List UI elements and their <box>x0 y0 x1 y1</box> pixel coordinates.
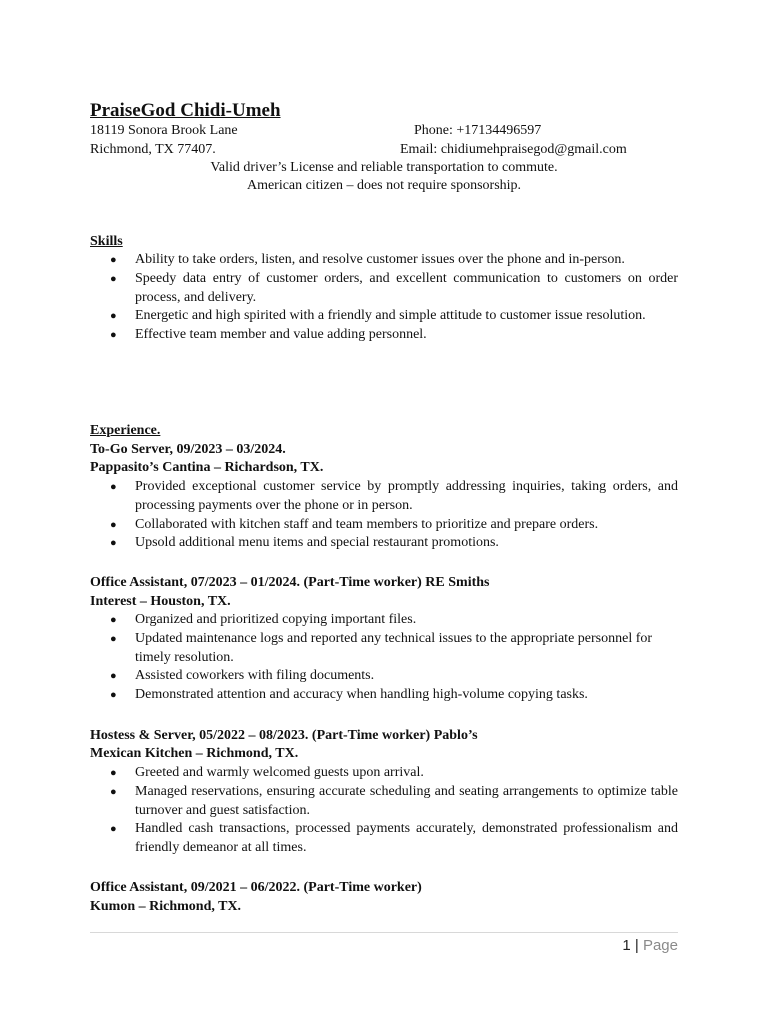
job-employer: Kumon – Richmond, TX. <box>90 899 242 914</box>
skills-list <box>90 251 678 345</box>
list-item: ● Ability to take orders, listen, and resolve customer issues over the phone and in-person. <box>90 251 678 270</box>
list-item: ● Updated maintenance logs and reported any technical issues to the appropriate personnel for timely resolution. <box>90 630 678 668</box>
list-item: ● Organized and prioritized copying important files. <box>90 611 678 630</box>
skills-heading: Skills <box>90 234 123 249</box>
footer-separator: | <box>634 937 639 954</box>
job-employer: Mexican Kitchen – Richmond, TX. <box>90 746 299 761</box>
citizenship-note: American citizen – does not require sponsorship. <box>246 178 522 193</box>
page-footer <box>622 936 678 956</box>
experience-heading: Experience. <box>90 423 161 438</box>
job-employer: Pappasito’s Cantina – Richardson, TX. <box>90 460 324 475</box>
list-item: ● Handled cash transactions, processed payments accurately, demonstrated professionalism and friendly demeanor at all times. <box>90 820 678 858</box>
list-item: ● Energetic and high spirited with a friendly and simple attitude to customer issue resolution. <box>90 307 678 326</box>
list-item: ● Assisted coworkers with filing documents. <box>90 667 678 686</box>
list-item: ● Upsold additional menu items and special restaurant promotions. <box>90 534 678 553</box>
list-item: ● Managed reservations, ensuring accurate scheduling and seating arrangements to optimize table turnover and guest satisfaction. <box>90 783 678 821</box>
page-number: 1 <box>622 937 631 954</box>
job-title: To-Go Server, 09/2023 – 03/2024. <box>90 442 286 457</box>
job-title: Hostess & Server, 05/2022 – 08/2023. (Part-Time worker) Pablo’s <box>90 728 478 743</box>
phone-number: Phone: +17134496597 <box>414 123 542 138</box>
job-duties-list <box>90 611 678 705</box>
job-title: Office Assistant, 09/2021 – 06/2022. (Part-Time worker) <box>90 880 422 895</box>
candidate-name: PraiseGod Chidi-Umeh <box>90 100 281 121</box>
list-item: ● Effective team member and value adding personnel. <box>90 326 678 345</box>
job-employer: Interest – Houston, TX. <box>90 594 231 609</box>
drivers-license-note: Valid driver’s License and reliable transportation to commute. <box>210 160 558 175</box>
address-line-2: Richmond, TX 77407. <box>90 142 216 157</box>
list-item: ● Greeted and warmly welcomed guests upon arrival. <box>90 764 678 783</box>
address-line-1: 18119 Sonora Brook Lane <box>90 123 238 138</box>
email-address: Email: chidiumehpraisegod@gmail.com <box>400 142 627 157</box>
list-item: ● Collaborated with kitchen staff and team members to prioritize and prepare orders. <box>90 516 678 535</box>
list-item: ● Speedy data entry of customer orders, and excellent communication to customers on order process, and delivery. <box>90 270 678 308</box>
page-label: Page <box>642 937 678 954</box>
job-title: Office Assistant, 07/2023 – 01/2024. (Part-Time worker) RE Smiths <box>90 575 490 590</box>
job-duties-list <box>90 764 678 858</box>
job-duties-list <box>90 478 678 553</box>
list-item: ● Demonstrated attention and accuracy when handling high-volume copying tasks. <box>90 686 678 705</box>
footer-divider <box>90 932 678 933</box>
list-item: ● Provided exceptional customer service by promptly addressing inquiries, taking orders, and processing payments over the phone or in person. <box>90 478 678 516</box>
